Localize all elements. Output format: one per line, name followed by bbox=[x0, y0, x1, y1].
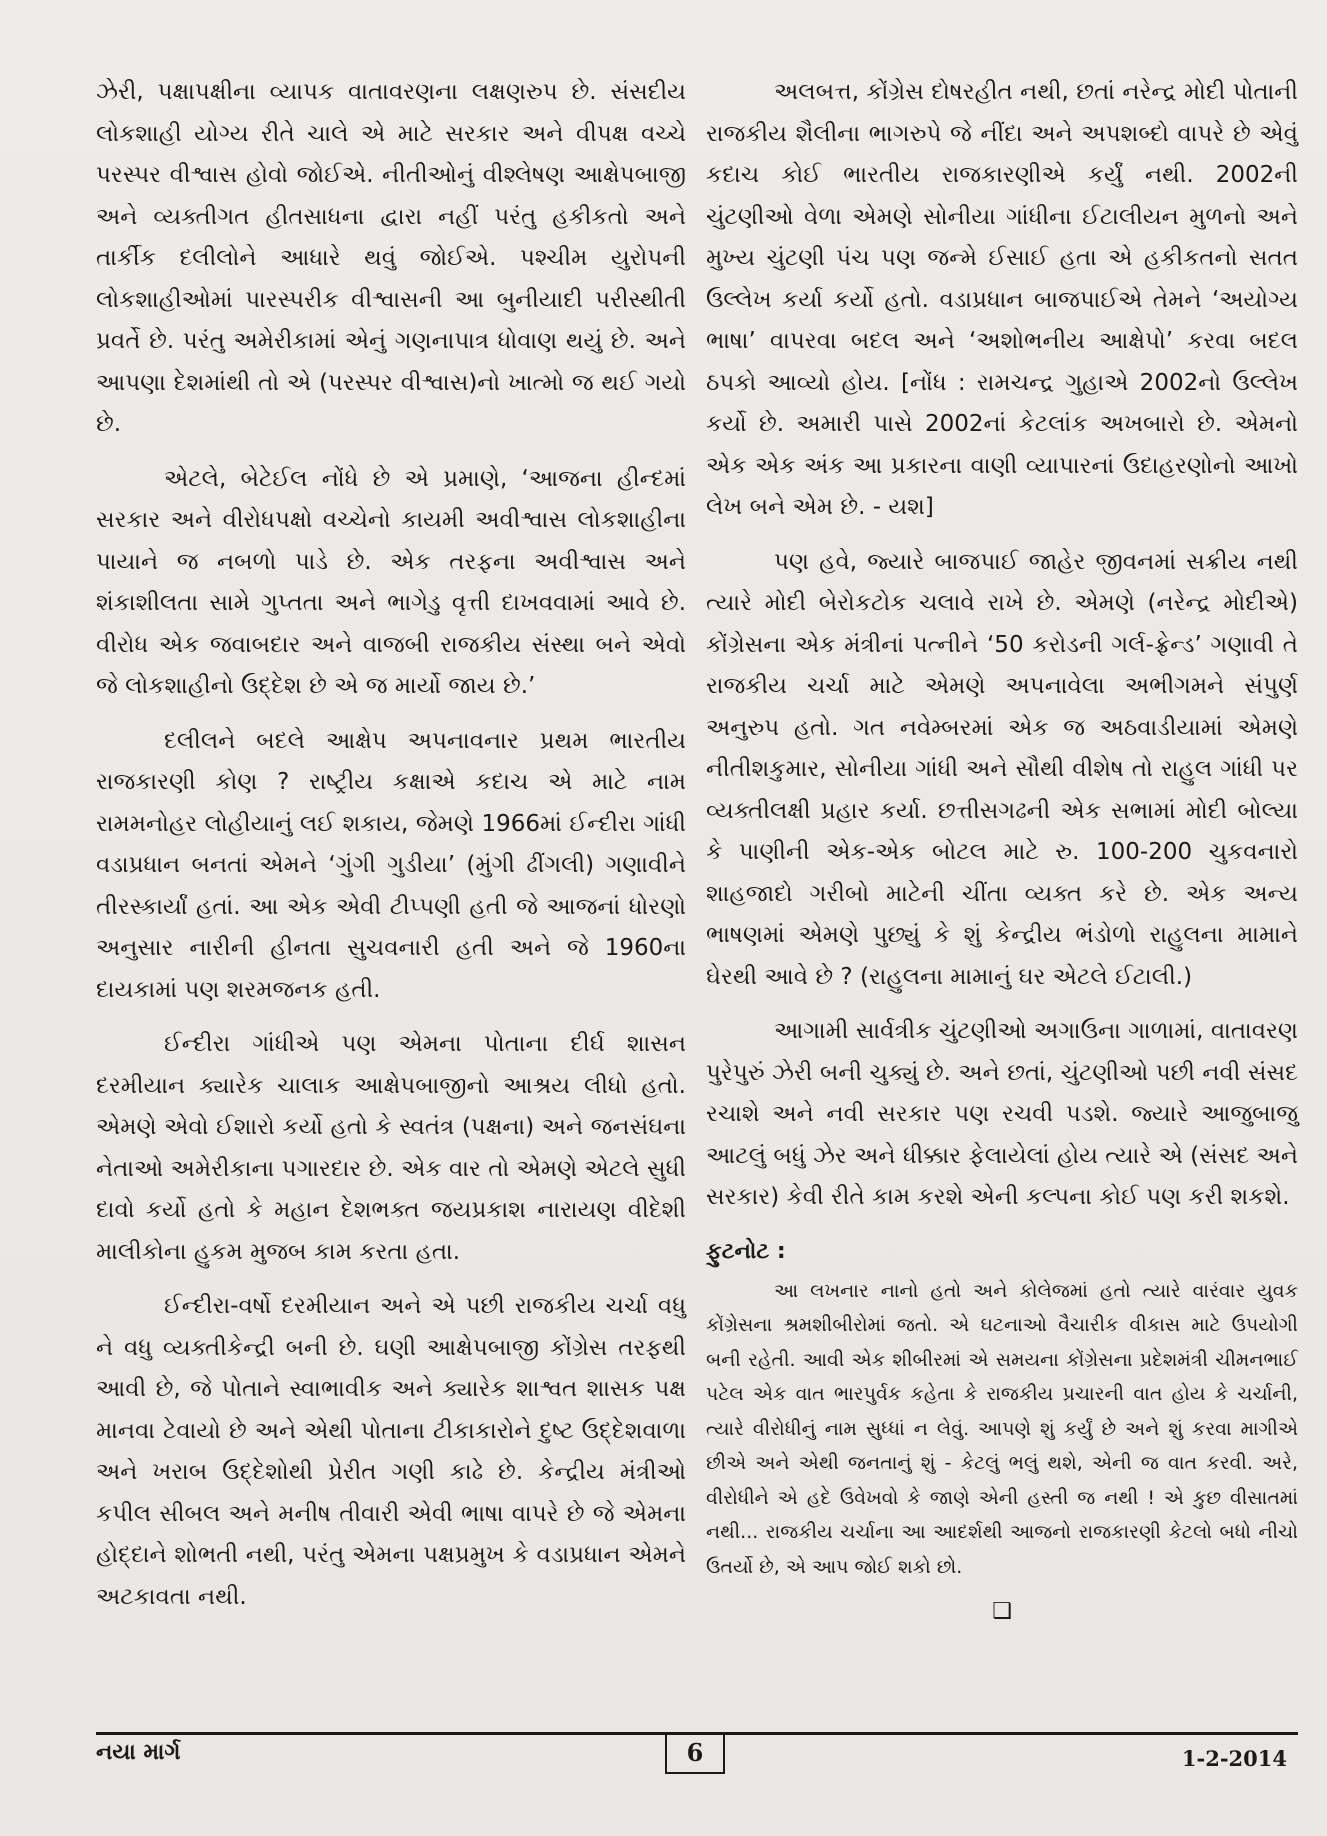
left-column bbox=[96, 72, 686, 1631]
issue-date: 1-2-2014 bbox=[1181, 1746, 1287, 1771]
footnote-text: આ લખનાર નાનો હતો અને કોલેજમાં હતો ત્યારે વારંવાર યુવક કોંગ્રેસના શ્રમશીબીરોમાં જતો. એ ઘટનાઓ વૈચારીક વીકાસ માટે ઉપયોગી બની રહેતી. આવી એક શીબીરમાં એ સમયના કોંગ્રેસના પ્રદેશમંત્રી ચીમનભાઈ પટેલ એક વાત ભારપુર્વક કહેતા કે રાજકીય પ્રચારની વાત હોય કે ચર્ચાની, ત્યારે વીરોધીનું નામ સુધ્ધાં ન લેવું. આપણે શું કર્યું છે અને શું કરવા માગીએ છીએ અને એથી જનતાનું શું - કેટલું ભલું થશે, એની જ વાત કરવી. અરે, વીરોધીને એ હદે ઉવેખવો કે જાણે એની હસ્તી જ નથી ! એ કુછ વીસાતમાં નથી... રાજકીય ચર્ચાના આ આદર્શથી આજનો રાજકારણી કેટલો બધો નીચો ઉતર્યો છે, એ આપ જોઈ શકો છો. bbox=[706, 1279, 1298, 1578]
article-paragraph: ઈન્દીરા ગાંધીએ પણ એમના પોતાના દીર્ઘ શાસન દરમીયાન ક્યારેક ચાલાક આક્ષેપબાજીનો આશ્રય લીધો હતો. એમણે એવો ઈશારો કર્યો હતો કે સ્વતંત્ર (પક્ષના) અને જનસંઘના નેતાઓ અમેરીકાના પગારદાર છે. એક વાર તો એમણે એટલે સુધી દાવો કર્યો હતો કે મહાન દેશભક્ત જયપ્રકાશ નારાયણ વીદેશી માલીકોના હુકમ મુજબ કામ કરતા હતા. bbox=[96, 1031, 686, 1265]
article-paragraph: અલબત્ત, કોંગ્રેસ દોષરહીત નથી, છતાં નરેન્દ્ર મોદી પોતાની રાજકીય શૈલીના ભાગરુપે જે નીંદા અને અપશબ્દો વાપરે છે એવું કદાચ કોઈ ભારતીય રાજકારણીએ કર્યું નથી. 2002ની ચુંટણીઓ વેળા એમણે સોનીયા ગાંધીના ઈટાલીયન મુળનો અને મુખ્ય ચુંટણી પંચ પણ જન્મે ઈસાઈ હતા એ હકીકતનો સતત ઉલ્લેખ કર્યા કર્યો હતો. વડાપ્રધાન બાજપાઈએ તેમને ‘અયોગ્ય ભાષા’ વાપરવા બદલ અને ‘અશોભનીય આક્ષેપો’ કરવા બદલ ઠપકો આવ્યો હોય. [નોંધ : રામચન્દ્ર ગુહાએ 2002નો ઉલ્લેખ કર્યો છે. અમારી પાસે 2002નાં કેટલાંક અખબારો છે. એમનો એક એક અંક આ પ્રકારના વાણી વ્યાપારનાં ઉદાહરણોનો આખો લેખ બને એમ છે. - યશ] bbox=[706, 79, 1298, 520]
publication-name: નયા માર્ગ bbox=[96, 1740, 181, 1765]
article-paragraph: ઈન્દીરા-વર્ષો દરમીયાન અને એ પછી રાજકીય ચર્ચા વધુ ને વધુ વ્યક્તીકેન્દ્રી બની છે. ઘણી આક્ષેપબાજી કોંગ્રેસ તરફથી આવી છે, જે પોતાને સ્વાભાવીક અને ક્યારેક શાશ્વત શાસક પક્ષ માનવા ટેવાયો છે અને એથી પોતાના ટીકાકારોને દુષ્ટ ઉદ્દેશવાળા અને ખરાબ ઉદ્દેશોથી પ્રેરીત ગણી કાઢે છે. કેન્દ્રીય મંત્રીઓ કપીલ સીબલ અને મનીષ તીવારી એવી ભાષા વાપરે છે જે એમના હોદ્દાને શોભતી નથી, પરંતુ એમના પક્ષપ્રમુખ કે વડાપ્રધાન એમને અટકાવતા નથી. bbox=[96, 1293, 686, 1610]
footnote-heading: ફુટનોટ : bbox=[706, 1238, 786, 1264]
article-paragraph: આગામી સાર્વત્રીક ચુંટણીઓ અગાઉના ગાળામાં, વાતાવરણ પુરેપુરું ઝેરી બની ચુક્યું છે. અને છતાં, ચુંટણીઓ પછી નવી સંસદ રચાશે અને નવી સરકાર પણ રચવી પડશે. જ્યારે આજુબાજુ આટલું બધું ઝેર અને ધીક્કાર ફેલાયેલાં હોય ત્યારે એ (સંસદ અને સરકાર) કેવી રીતે કામ કરશે એની કલ્પના કોઈ પણ કરી શકશે. bbox=[706, 1018, 1298, 1210]
article-paragraph: એટલે, બેટેઈલ નોંધે છે એ પ્રમાણે, ‘આજના હીન્દમાં સરકાર અને વીરોધપક્ષો વચ્ચેનો કાયમી અવીશ્વાસ લોકશાહીના પાયાને જ નબળો પાડે છે. એક તરફના અવીશ્વાસ અને શંકાશીલતા સામે ગુપ્તતા અને ભાગેડુ વૃત્તી દાખવવામાં આવે છે. વીરોધ એક જવાબદાર અને વાજબી રાજકીય સંસ્થા બને એવો જે લોકશાહીનો ઉદ્દેશ છે એ જ માર્યો જાય છે.’ bbox=[96, 465, 686, 699]
article-paragraph: પણ હવે, જ્યારે બાજપાઈ જાહેર જીવનમાં સક્રીય નથી ત્યારે મોદી બેરોકટોક ચલાવે રાખે છે. એમણે (નરેન્દ્ર મોદીએ) કોંગ્રેસના એક મંત્રીનાં પત્નીને ‘50 કરોડની ગર્લ-ફ્રેન્ડ’ ગણાવી તે રાજકીય ચર્ચા માટે એમણે અપનાવેલા અભીગમને સંપુર્ણ અનુરુપ હતો. ગત નવેમ્બરમાં એક જ અઠવાડીયામાં એમણે નીતીશકુમાર, સોનીયા ગાંધી અને સૌથી વીશેષ તો રાહુલ ગાંધી પર વ્યક્તીલક્ષી પ્રહાર કર્યા. છત્તીસગઢની એક સભામાં મોદી બોલ્યા કે પાણીની એક-એક બોટલ માટે રુ. 100-200 ચુકવનારો શાહજાદો ગરીબો માટેની ચીંતા વ્યક્ત કરે છે. એક અન્ય ભાષણમાં એમણે પુછ્યું કે શું કેન્દ્રીય ભંડોળો રાહુલના મામાને ઘેરથી આવે છે ? (રાહુલના મામાનું ઘર એટલે ઈટાલી.) bbox=[706, 548, 1298, 990]
page-number: 6 bbox=[665, 1734, 725, 1774]
article-paragraph: દલીલને બદલે આક્ષેપ અપનાવનાર પ્રથમ ભારતીય રાજકારણી કોણ ? રાષ્ટ્રીય કક્ષાએ કદાચ એ માટે નામ રામમનોહર લોહીયાનું લઈ શકાય, જેમણે 1966માં ઈન્દીરા ગાંધી વડાપ્રધાન બનતાં એમને ‘ગુંગી ગુડીયા’ (મુંગી ઢીંગલી) ગણાવીને તીરસ્કાર્યાં હતાં. આ એક એવી ટીપ્પણી હતી જે આજનાં ધોરણો અનુસાર નારીની હીનતા સુચવનારી હતી અને જે 1960ના દાયકામાં પણ શરમજનક હતી. bbox=[96, 727, 686, 1003]
end-of-article-mark: ❑ bbox=[992, 1599, 1012, 1624]
article-paragraph: ઝેરી, પક્ષાપક્ષીના વ્યાપક વાતાવરણના લક્ષણરુપ છે. સંસદીય લોકશાહી યોગ્ય રીતે ચાલે એ માટે સરકાર અને વીપક્ષ વચ્ચે પરસ્પર વીશ્વાસ હોવો જોઈએ. નીતીઓનું વીશ્લેષણ આક્ષેપબાજી અને વ્યક્તીગત હીતસાધના દ્વારા નહીં પરંતુ હકીકતો અને તાર્કીક દલીલોને આધારે થવું જોઈએ. પશ્ચીમ યુરોપની લોકશાહીઓમાં પારસ્પરીક વીશ્વાસની આ બુનીયાદી પરીસ્થીતી પ્રવર્તે છે. પરંતુ અમેરીકામાં એનું ગણનાપાત્ર ધોવાણ થયું છે. અને આપણા દેશમાંથી તો એ (પરસ્પર વીશ્વાસ)નો ખાત્મો જ થઈ ગયો છે. bbox=[96, 79, 686, 437]
right-column bbox=[706, 72, 1298, 1627]
